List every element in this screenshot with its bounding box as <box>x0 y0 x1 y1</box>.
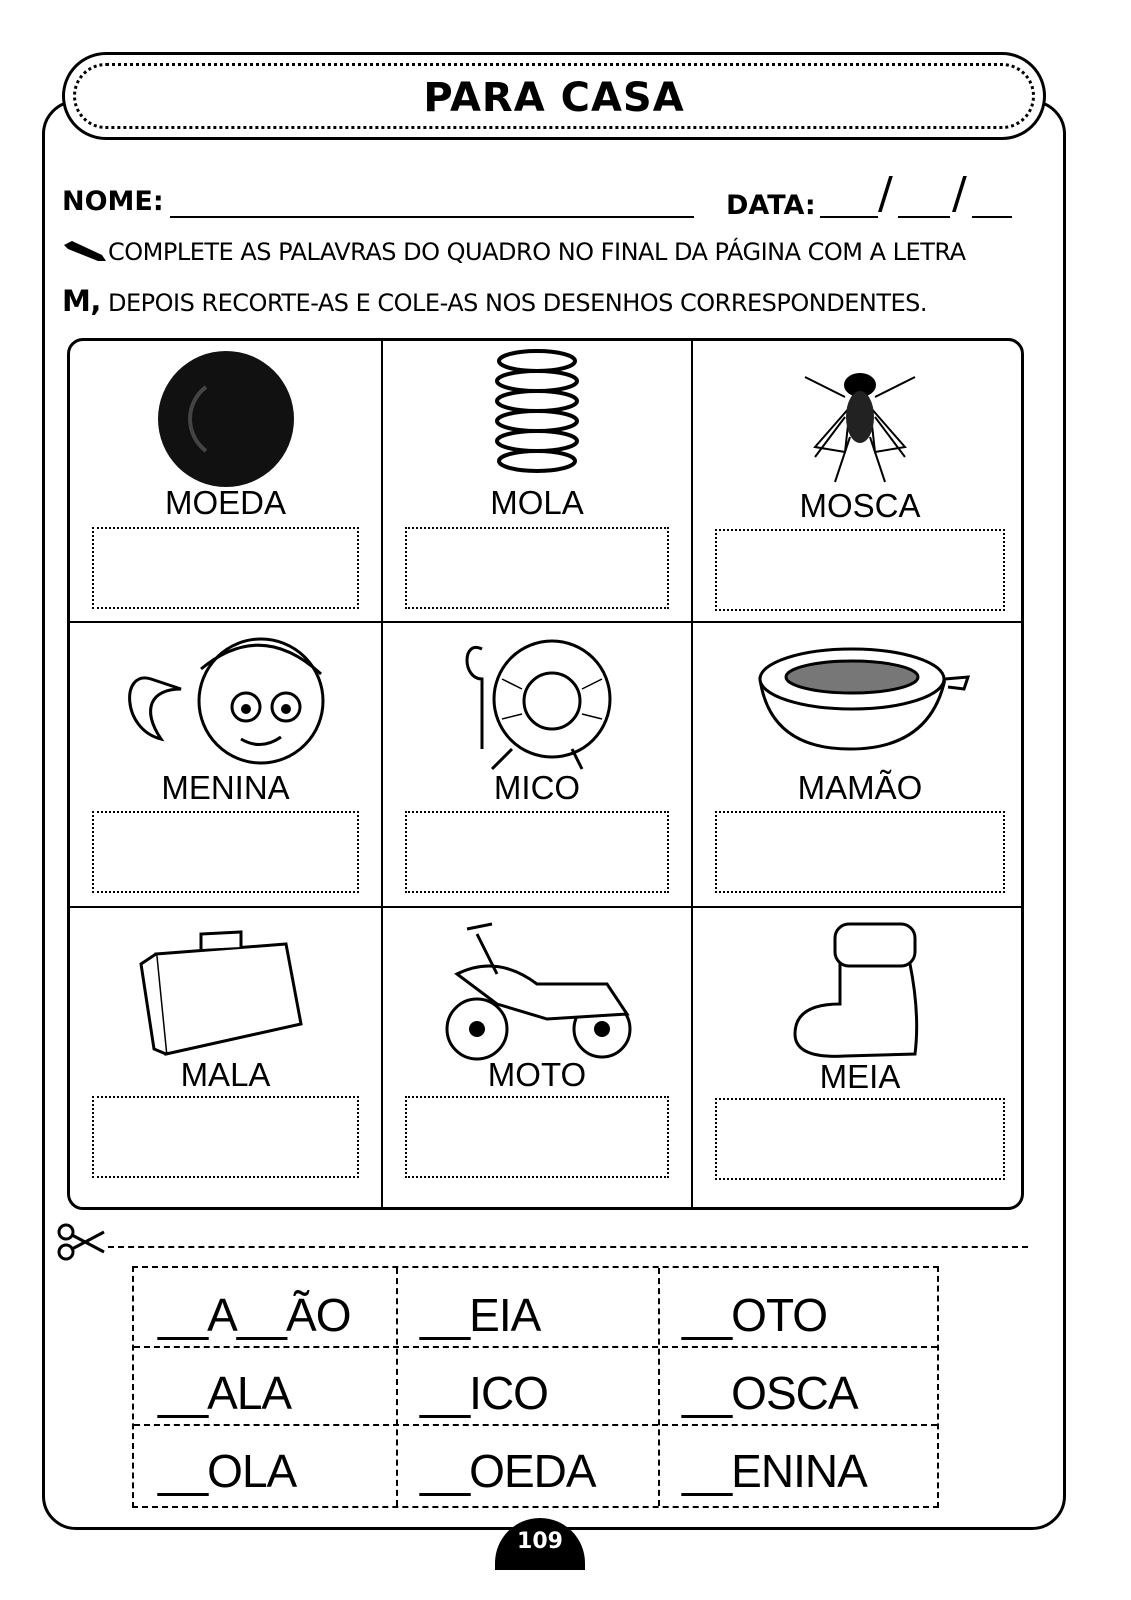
picture-cell-meia <box>693 908 1024 1210</box>
cutout-word[interactable] <box>134 1346 396 1426</box>
cutout-word[interactable] <box>396 1424 658 1504</box>
monkey-icon <box>452 629 622 774</box>
name-field[interactable] <box>170 216 694 218</box>
picture-label: MEIA <box>819 1058 901 1095</box>
spring-icon <box>482 347 592 487</box>
page-title: PARA CASA <box>423 75 685 121</box>
cutout-word[interactable] <box>658 1346 937 1426</box>
cutout-text: __OEDA <box>420 1445 596 1497</box>
picture-label: MAMÃO <box>797 769 923 806</box>
fly-icon <box>795 347 925 487</box>
sock-icon <box>785 914 935 1064</box>
title-banner <box>62 52 1046 140</box>
coin-icon <box>146 347 306 487</box>
picture-label: MENINA <box>161 769 290 806</box>
paste-box[interactable] <box>405 527 669 609</box>
instruction-text-2: DEPOIS RECORTE-AS E COLE-AS NOS DESENHOS CORRESPONDENTES. <box>100 289 928 317</box>
picture-grid <box>67 338 1024 1210</box>
papaya-icon <box>750 629 970 759</box>
cutout-text: __ICO <box>420 1367 548 1419</box>
cutout-text: __ENINA <box>682 1445 867 1497</box>
date-month-field[interactable] <box>898 216 950 218</box>
cutout-word[interactable] <box>134 1268 396 1348</box>
cutout-word[interactable] <box>658 1424 937 1504</box>
picture-label: MOEDA <box>164 484 286 521</box>
picture-label: MICO <box>493 769 581 806</box>
cutout-word[interactable] <box>658 1268 937 1348</box>
picture-label: MOTO <box>487 1056 587 1093</box>
picture-label: MOLA <box>490 484 584 521</box>
suitcase-icon <box>136 914 316 1064</box>
cutout-text: __OSCA <box>682 1367 858 1419</box>
picture-cell-menina <box>70 623 383 908</box>
paste-box[interactable] <box>92 1096 359 1178</box>
picture-cell-moto <box>383 908 693 1210</box>
picture-cell-mosca <box>693 341 1024 623</box>
instruction-letter: M, <box>62 284 101 318</box>
girl-icon <box>121 629 331 769</box>
picture-label: MALA <box>180 1056 271 1093</box>
name-label: NOME: <box>62 186 164 217</box>
cutout-word[interactable] <box>396 1346 658 1426</box>
cut-line <box>108 1246 1028 1248</box>
paste-box[interactable] <box>715 1098 1005 1180</box>
picture-cell-mola <box>383 341 693 623</box>
instruction-text-1: COMPLETE AS PALAVRAS DO QUADRO NO FINAL DA PÁGINA COM A LETRA <box>108 238 966 266</box>
date-day-field[interactable] <box>820 216 878 218</box>
instruction-line-2 <box>62 284 927 318</box>
paste-box[interactable] <box>715 529 1005 611</box>
page-number: 109 <box>495 1518 585 1570</box>
date-label: DATA: <box>726 190 816 221</box>
picture-cell-moeda <box>70 341 383 623</box>
scissors-icon <box>56 1222 106 1262</box>
picture-cell-mala <box>70 908 383 1210</box>
paste-box[interactable] <box>715 811 1005 893</box>
cutout-text: __ALA <box>158 1367 292 1419</box>
picture-cell-mamao <box>693 623 1024 908</box>
paste-box[interactable] <box>92 527 359 609</box>
motorcycle-icon <box>437 914 637 1064</box>
date-separator: / <box>952 168 967 219</box>
pencil-icon <box>62 239 108 263</box>
cutout-text: __A__ÃO <box>158 1289 351 1341</box>
cutout-text: __OLA <box>158 1445 297 1497</box>
cutout-word[interactable] <box>396 1268 658 1348</box>
paste-box[interactable] <box>92 811 359 893</box>
instruction-line-1 <box>62 238 966 266</box>
paste-box[interactable] <box>405 811 669 893</box>
picture-cell-mico <box>383 623 693 908</box>
date-separator: / <box>878 168 893 219</box>
cutout-text: __EIA <box>420 1289 541 1341</box>
paste-box[interactable] <box>405 1096 669 1178</box>
cutout-word[interactable] <box>134 1424 396 1504</box>
picture-label: MOSCA <box>799 487 921 524</box>
date-year-field[interactable] <box>972 216 1012 218</box>
cutout-text: __OTO <box>682 1289 827 1341</box>
cutout-table <box>132 1266 939 1508</box>
